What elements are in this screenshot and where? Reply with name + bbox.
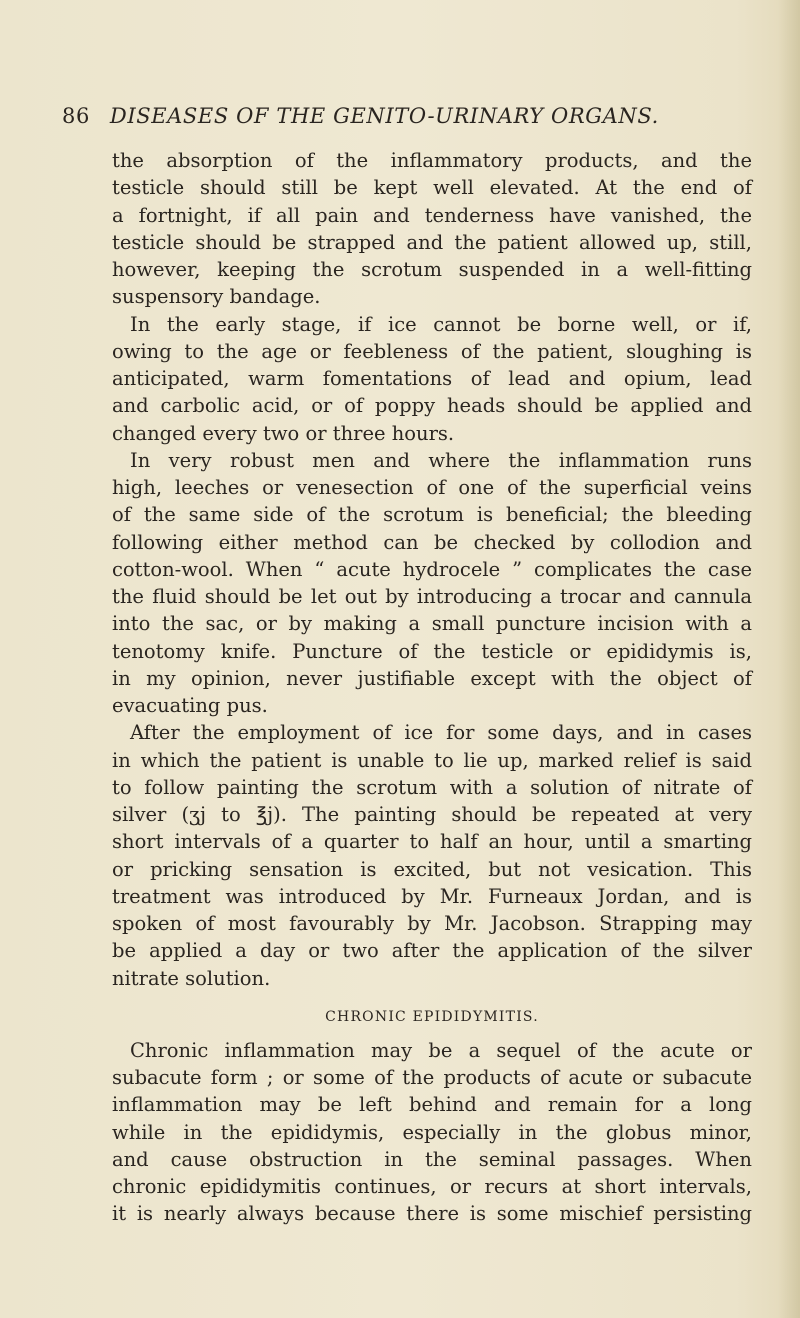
text-line: inflammation may be left behind and remain for a long (112, 1093, 752, 1117)
page-edge-shading (778, 0, 800, 1318)
text-line: cotton-wool. When “ acute hydrocele ” complicates the case (112, 557, 752, 581)
text-line: silver (ʒj to ℥j). The painting should be repeated at very (112, 803, 752, 826)
text-line: After the employment of ice for some days, and in cases (130, 721, 752, 745)
text-line: spoken of most favourably by Mr. Jacobson. Strapping may (112, 912, 752, 935)
text-line: anticipated, warm fomentations of lead and opium, lead (112, 367, 752, 390)
text-line: into the sac, or by making a small puncture incision with a (112, 612, 752, 636)
text-line: treatment was introduced by Mr. Furneaux Jordan, and is (112, 884, 752, 908)
text-line: or pricking sensation is excited, but not vesication. This (112, 857, 752, 881)
text-line: short intervals of a quarter to half an hour, until a smarting (112, 830, 752, 854)
text-line: and cause obstruction in the seminal passages. When (112, 1147, 752, 1171)
text-line: high, leeches or venesection of one of the superficial veins (112, 476, 752, 499)
text-line: evacuating pus. (112, 694, 268, 717)
text-line: of the same side of the scrotum is beneficial; the bleeding (112, 503, 752, 527)
section-heading: CHRONIC EPIDIDYMITIS. (325, 1008, 539, 1025)
text-line: in my opinion, never justifiable except with the object of (112, 666, 752, 690)
page-number: 86 (62, 104, 90, 128)
text-line: nitrate solution. (112, 966, 271, 990)
text-line: the fluid should be let out by introducing a trocar and cannula (112, 585, 752, 608)
text-line: testicle should still be kept well elevated. At the end of (112, 176, 752, 200)
text-line: be applied a day or two after the application of the silver (112, 939, 752, 963)
text-line: tenotomy knife. Puncture of the testicle or epididymis is, (112, 639, 752, 663)
text-line: it is nearly always because there is some mischief persisting (112, 1202, 752, 1226)
body-text (112, 147, 752, 1228)
text-line: subacute form ; or some of the products of acute or subacute (112, 1066, 752, 1089)
text-line: following either method can be checked by collodion and (112, 530, 752, 554)
paragraphs-before-heading (112, 147, 752, 992)
text-line: In the early stage, if ice cannot be borne well, or if, (130, 312, 752, 336)
text-line: and carbolic acid, or of poppy heads should be applied and (112, 394, 752, 418)
text-line: in which the patient is unable to lie up, marked relief is said (112, 748, 752, 772)
paragraphs-after-heading (112, 1037, 752, 1228)
text-line: changed every two or three hours. (112, 421, 455, 445)
running-title: DISEASES OF THE GENITO-URINARY ORGANS. (109, 104, 659, 128)
text-line: however, keeping the scrotum suspended in a well-fitting (112, 258, 752, 281)
text-line: the absorption of the inflammatory products, and the (112, 149, 752, 172)
text-line: chronic epididymitis continues, or recurs at short intervals, (112, 1175, 752, 1198)
text-line: a fortnight, if all pain and tenderness have vanished, the (112, 203, 752, 227)
text-line: In very robust men and where the inflammation runs (130, 448, 752, 472)
text-line: testicle should be strapped and the patient allowed up, still, (112, 230, 752, 254)
text-line: owing to the age or feebleness of the patient, sloughing is (112, 339, 752, 363)
text-line: to follow painting the scrotum with a solution of nitrate of (112, 775, 752, 799)
running-head (62, 104, 742, 128)
text-line: suspensory bandage. (112, 285, 321, 309)
text-line: Chronic inflammation may be a sequel of the acute or (130, 1038, 752, 1062)
text-line: while in the epididymis, especially in the globus minor, (112, 1120, 752, 1144)
